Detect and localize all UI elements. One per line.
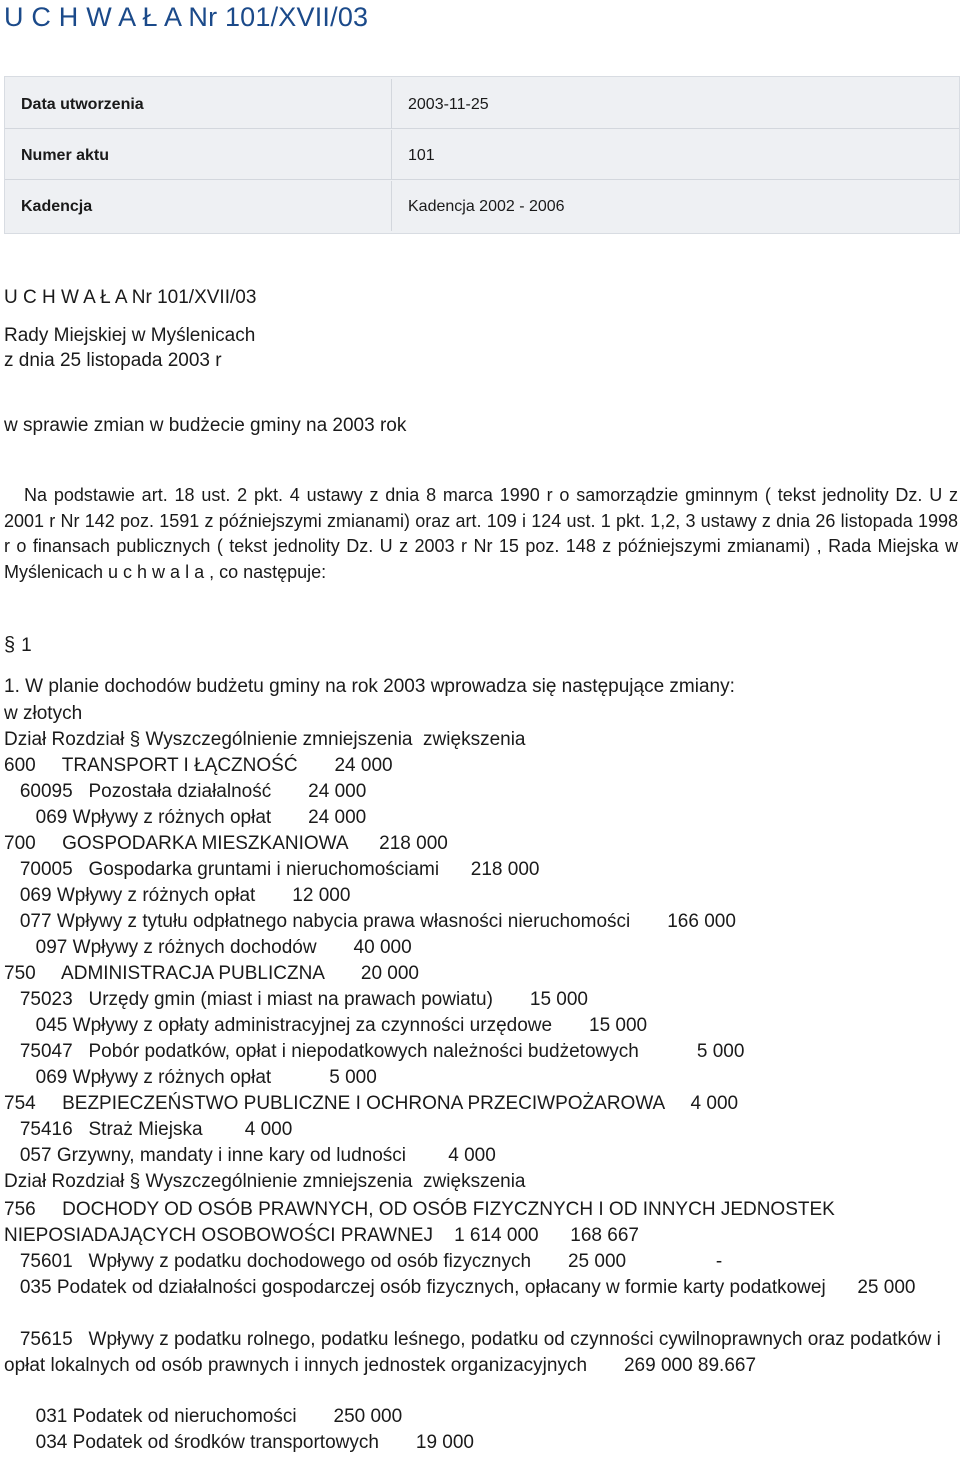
meta-value: 101 bbox=[408, 147, 435, 164]
preamble-text: Na podstawie art. 18 ust. 2 pkt. 4 ustawy z dnia 8 marca 1990 r o samorządzie gminnym ( tekst jednolity Dz. U z 2001 r Nr 142 poz. 1591 z późniejszymi zmianami) oraz art. 109 i 124 ust. 1 pkt. 1,2, 3 ustawy z dnia 26 listopada 1998 r o finansach publicznych ( tekst jednolity Dz. U z 2003 r Nr 15 poz. 148 z późniejszymi zmianami) , Rada Miejska w Myślenicach u c h w a l a , co następuje: bbox=[4, 485, 958, 582]
budget-line: 1. W planie dochodów budżetu gminy na rok 2003 wprowadza się następujące zmiany: bbox=[4, 676, 735, 697]
budget-line-wrapped: 756 DOCHODY OD OSÓB PRAWNYCH, OD OSÓB FIZYCZNYCH I OD INNYCH JEDNOSTEK NIEPOSIADAJĄCYCH OSOBOWOŚCI PRAWNEJ 1 614 000 168 667 bbox=[4, 1199, 841, 1246]
meta-label: Kadencja bbox=[21, 198, 93, 215]
budget-line: 069 Wpływy z różnych opłat 5 000 bbox=[4, 1067, 377, 1088]
budget-line: Dział Rozdział § Wyszczególnienie zmniejszenia zwiększenia bbox=[4, 729, 526, 750]
meta-row-date bbox=[5, 79, 959, 129]
budget-line: 700 GOSPODARKA MIESZKANIOWA 218 000 bbox=[4, 833, 448, 854]
metadata-table bbox=[4, 76, 960, 234]
budget-line: 750 ADMINISTRACJA PUBLICZNA 20 000 bbox=[4, 963, 419, 984]
budget-line: w złotych bbox=[4, 703, 83, 724]
meta-value: Kadencja 2002 - 2006 bbox=[408, 198, 565, 215]
budget-line-wrapped: 035 Podatek od działalności gospodarczej osób fizycznych, opłacany w formie karty podatkowej 25 000 bbox=[4, 1277, 916, 1298]
budget-line: 069 Wpływy z różnych opłat 12 000 bbox=[4, 885, 351, 906]
budget-line: 057 Grzywny, mandaty i inne kary od ludności 4 000 bbox=[4, 1145, 496, 1166]
budget-line: 75047 Pobór podatków, opłat i niepodatkowych należności budżetowych 5 000 bbox=[4, 1041, 745, 1062]
resolution-subject: w sprawie zmian w budżecie gminy na 2003 rok bbox=[4, 415, 407, 436]
budget-line: 70005 Gospodarka gruntami i nieruchomościami 218 000 bbox=[4, 859, 540, 880]
budget-line: 031 Podatek od nieruchomości 250 000 bbox=[4, 1406, 403, 1427]
meta-label: Data utworzenia bbox=[21, 96, 144, 113]
budget-line: 75416 Straż Miejska 4 000 bbox=[4, 1119, 293, 1140]
budget-line: 045 Wpływy z opłaty administracyjnej za czynności urzędowe 15 000 bbox=[4, 1015, 648, 1036]
meta-value: 2003-11-25 bbox=[408, 96, 489, 113]
budget-line-wrapped: 75615 Wpływy z podatku rolnego, podatku leśnego, podatku od czynności cywilnoprawnych oraz podatków i opłat lokalnych od osób prawnych i innych jednostek organizacyjnych 269 000 89.667 bbox=[4, 1329, 947, 1376]
meta-row-term bbox=[5, 181, 959, 231]
meta-row-number bbox=[5, 130, 959, 180]
budget-line: 75023 Urzędy gmin (miast i miast na prawach powiatu) 15 000 bbox=[4, 989, 588, 1010]
section-sign: § bbox=[4, 634, 16, 656]
meta-label: Numer aktu bbox=[21, 147, 110, 164]
budget-line: 600 TRANSPORT I ŁĄCZNOŚĆ 24 000 bbox=[4, 755, 393, 776]
budget-line: Dział Rozdział § Wyszczególnienie zmniejszenia zwiększenia bbox=[4, 1171, 526, 1192]
budget-line: 077 Wpływy z tytułu odpłatnego nabycia prawa własności nieruchomości 166 000 bbox=[4, 911, 736, 932]
budget-line: 034 Podatek od środków transportowych 19 000 bbox=[4, 1432, 474, 1453]
budget-line: 069 Wpływy z różnych opłat 24 000 bbox=[4, 807, 367, 828]
budget-line-wrapped: 75601 Wpływy z podatku dochodowego od osób fizycznych 25 000 - bbox=[4, 1251, 723, 1272]
page-title: U C H W A Ł A Nr 101/XVII/03 bbox=[4, 2, 369, 32]
preamble-paragraph bbox=[4, 483, 958, 585]
resolution-date: z dnia 25 listopada 2003 r bbox=[4, 350, 222, 371]
resolution-heading: U C H W A Ł A Nr 101/XVII/03 bbox=[4, 287, 257, 308]
section-marker bbox=[4, 634, 32, 657]
council-name: Rady Miejskiej w Myślenicach bbox=[4, 325, 256, 346]
section-number: 1 bbox=[21, 635, 32, 656]
budget-line: 097 Wpływy z różnych dochodów 40 000 bbox=[4, 937, 412, 958]
budget-line: 754 BEZPIECZEŃSTWO PUBLICZNE I OCHRONA PRZECIWPOŻAROWA 4 000 bbox=[4, 1093, 739, 1114]
budget-line: 60095 Pozostała działalność 24 000 bbox=[4, 781, 367, 802]
